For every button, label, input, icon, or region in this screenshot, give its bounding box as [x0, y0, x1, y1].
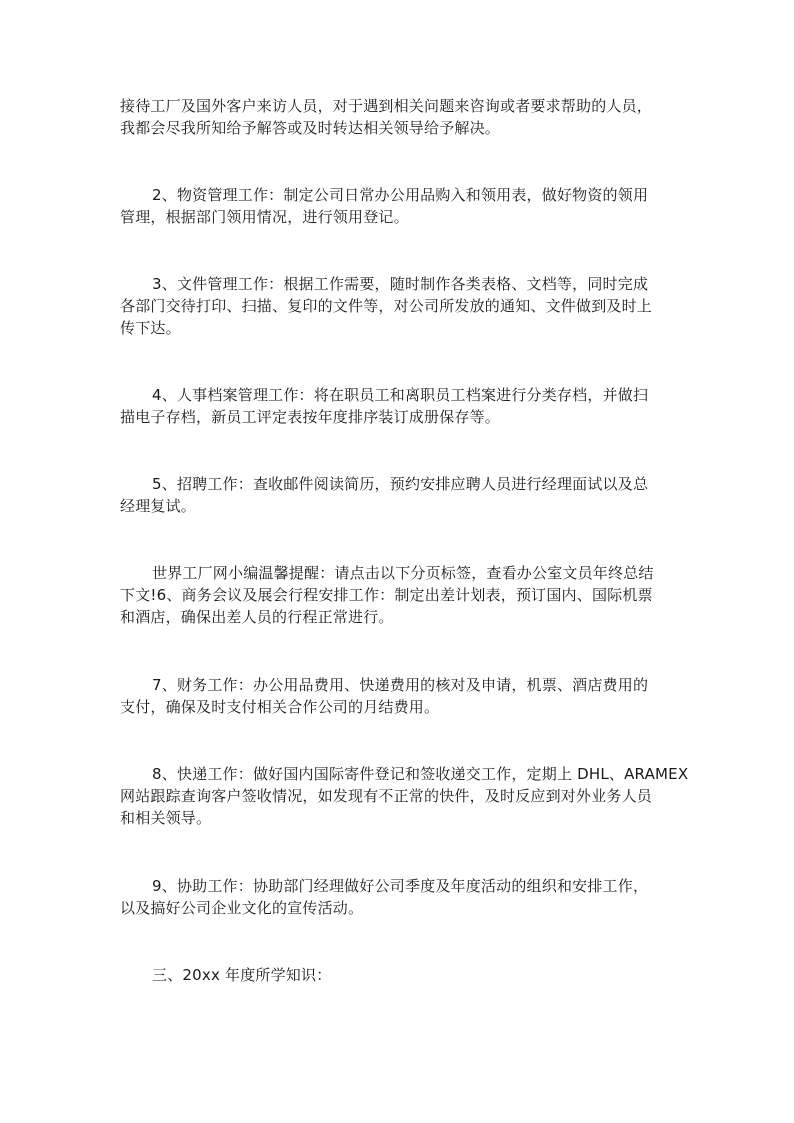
- text-line: 7、财务工作：办公用品费用、快递费用的核对及申请，机票、酒店费用的: [152, 676, 649, 694]
- paragraph-recruitment: [120, 473, 680, 517]
- paragraph-personnel-files: [120, 384, 680, 428]
- text-line: 3、文件管理工作：根据工作需要，随时制作各类表格、文档等，同时完成: [152, 275, 649, 293]
- text-line: 我都会尽我所知给予解答或及时转达相关领导给予解决。: [120, 119, 501, 137]
- text-line: 以及搞好公司企业文化的宣传活动。: [120, 899, 364, 917]
- text-line: 4、人事档案管理工作：将在职员工和离职员工档案进行分类存档，并做扫: [152, 386, 649, 404]
- text-line: 接待工厂及国外客户来访人员，对于遇到相关问题来咨询或者要求帮助的人员，: [120, 97, 653, 115]
- text-line: 网站跟踪查询客户签收情况，如发现有不正常的快件，及时反应到对外业务人员: [120, 787, 653, 805]
- text-line: 管理，根据部门领用情况，进行领用登记。: [120, 208, 409, 226]
- text-line: 经理复试。: [120, 497, 197, 515]
- text-line: 2、物资管理工作：制定公司日常办公用品购入和领用表，做好物资的领用: [152, 186, 649, 204]
- text-line: 描电子存档，新员工评定表按年度排序装订成册保存等。: [120, 408, 501, 426]
- text-line: 8、快递工作：做好国内国际寄件登记和签收递交工作，定期上 DHL、ARAMEX: [152, 765, 689, 783]
- paragraph-finance: [120, 674, 680, 718]
- paragraph-reception: [120, 95, 680, 139]
- text-line: 9、协助工作：协助部门经理做好公司季度及年度活动的组织和安排工作，: [152, 877, 649, 895]
- paragraph-file-management: [120, 273, 680, 339]
- text-line: 各部门交待打印、扫描、复印的文件等，对公司所发放的通知、文件做到及时上: [120, 297, 653, 315]
- text-line: 和相关领导。: [120, 809, 212, 827]
- paragraph-materials-management: [120, 184, 680, 228]
- text-line: 5、招聘工作：查收邮件阅读简历，预约安排应聘人员进行经理面试以及总: [152, 475, 649, 493]
- text-line: 三、20xx 年度所学知识：: [152, 966, 332, 984]
- paragraph-courier: [120, 763, 689, 829]
- text-line: 支付，确保及时支付相关合作公司的月结费用。: [120, 698, 440, 716]
- text-line: 传下达。: [120, 319, 181, 337]
- text-line: 和酒店，确保出差人员的行程正常进行。: [120, 608, 394, 626]
- paragraph-business-travel: [120, 562, 680, 628]
- paragraph-assistance: [120, 875, 680, 919]
- text-line: 下文!6、商务会议及展会行程安排工作：制定出差计划表，预订国内、国际机票: [120, 586, 653, 604]
- section-heading-knowledge: [120, 964, 680, 986]
- text-line: 世界工厂网小编温馨提醒：请点击以下分页标签，查看办公室文员年终总结: [152, 564, 654, 582]
